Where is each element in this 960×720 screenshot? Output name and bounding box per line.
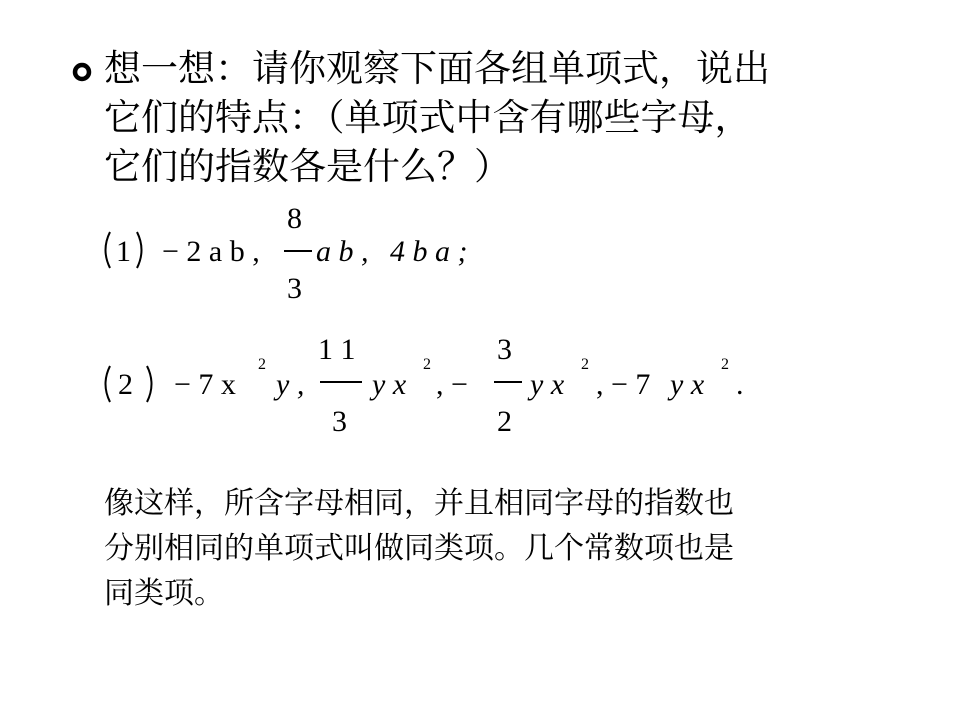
- group-2-paren-right: [147, 366, 152, 402]
- group-2-term-3-exponent: 2: [581, 356, 589, 373]
- group-2-term-4-exponent: 2: [721, 356, 729, 373]
- group-2-term-3: y x: [530, 368, 565, 401]
- group-2-label: 2: [118, 368, 133, 401]
- group-1-paren-right: [137, 232, 142, 268]
- definition-text: [104, 481, 904, 616]
- group-1-term-2: a b ,: [316, 235, 369, 268]
- group-2: [106, 333, 744, 438]
- group-1-fraction-numerator: 8: [287, 202, 302, 235]
- group-2-term-2: y x: [372, 368, 407, 401]
- group-2-fraction-1-denominator: 3: [332, 405, 347, 438]
- group-1-paren-left: [106, 232, 111, 268]
- group-2-term-4: y x: [670, 368, 705, 401]
- group-1-fraction-denominator: 3: [287, 272, 302, 305]
- group-2-paren-left: [106, 366, 111, 402]
- group-2-term-2-tail: , −: [436, 368, 468, 401]
- summary-line-1: 像这样，所含字母相同，并且相同字母的指数也: [104, 486, 734, 521]
- group-2-fraction-2-numerator: 3: [497, 333, 512, 366]
- summary-line-3: 同类项。: [104, 576, 224, 611]
- group-1-term-3: 4 b a ;: [390, 235, 468, 268]
- intro-line-3: 它们的指数各是什么？）: [104, 145, 511, 188]
- group-2-term-2-exponent: 2: [423, 356, 431, 373]
- group-1-term-1: − 2 a b ,: [162, 235, 260, 268]
- group-2-term-1-tail: y ,: [276, 368, 305, 401]
- summary-line-2: 分别相同的单项式叫做同类项。几个常数项也是: [104, 531, 734, 566]
- group-2-fraction-2-denominator: 2: [497, 405, 512, 438]
- group-2-end-period: .: [736, 368, 744, 401]
- intro-line-1: 想一想：请你观察下面各组单项式，说出: [104, 47, 770, 90]
- group-2-term-1-exponent: 2: [258, 356, 266, 373]
- intro-line-2: 它们的特点：（单项式中含有哪些字母，: [104, 96, 752, 139]
- group-2-fraction-1-numerator: 1 1: [318, 333, 356, 366]
- group-1-label: 1: [116, 235, 131, 268]
- group-2-term-1: − 7 x: [174, 368, 236, 401]
- group-2-term-3-tail: , − 7: [596, 368, 651, 401]
- group-1: [106, 202, 468, 305]
